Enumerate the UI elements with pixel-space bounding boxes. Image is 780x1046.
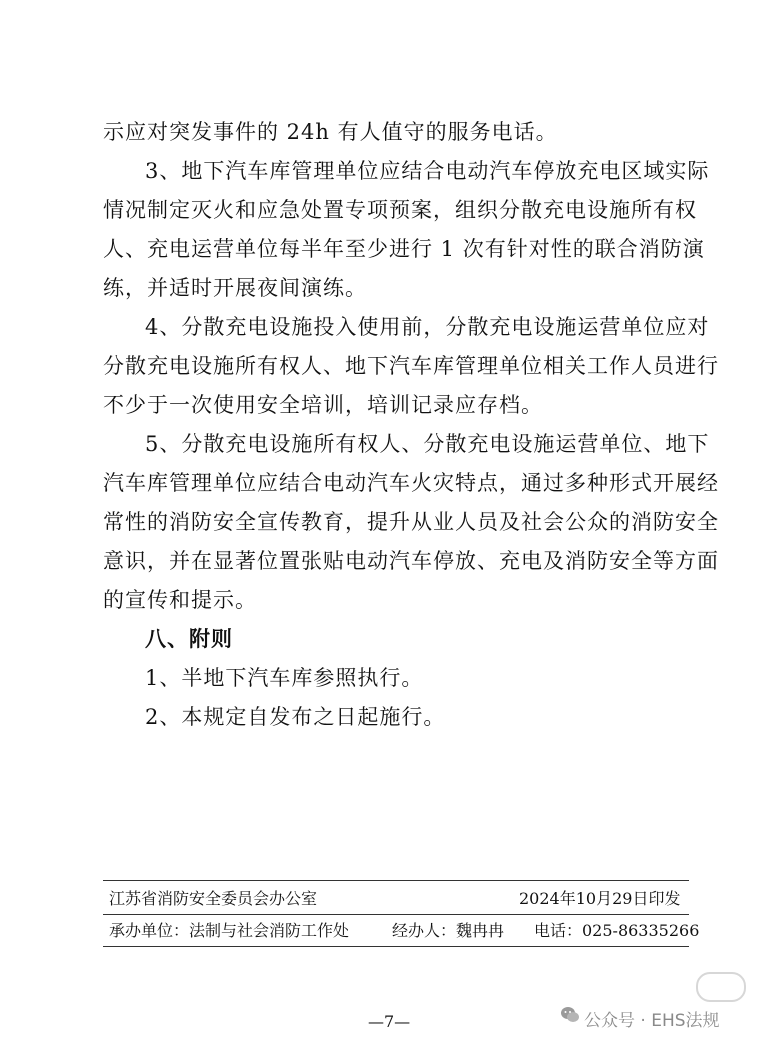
body-line-7: 分散充电设施所有权人、地下汽车库管理单位相关工作人员进行 bbox=[103, 354, 719, 378]
body-line-5: 练，并适时开展夜间演练。 bbox=[103, 276, 367, 300]
section-heading: 八、附则 bbox=[145, 627, 233, 651]
body-line-2: 3、地下汽车库管理单位应结合电动汽车停放充电区域实际 bbox=[145, 159, 710, 183]
footer-middle-rule bbox=[103, 914, 689, 915]
footer-bottom-rule bbox=[103, 946, 689, 947]
body-line-4: 人、充电运营单位每半年至少进行 1 次有针对性的联合消防演 bbox=[103, 237, 705, 261]
body-line-11: 常性的消防安全宣传教育，提升从业人员及社会公众的消防安全 bbox=[103, 510, 719, 534]
footer-top-rule bbox=[103, 880, 689, 881]
body-line-10: 汽车库管理单位应结合电动汽车火灾特点，通过多种形式开展经 bbox=[103, 471, 719, 495]
footer-phone: 电话：025-86335266 bbox=[534, 921, 700, 940]
footer-undertaking-unit: 承办单位：法制与社会消防工作处 bbox=[109, 921, 350, 940]
body-line-13: 的宣传和提示。 bbox=[103, 588, 257, 612]
body-line-14: 1、半地下汽车库参照执行。 bbox=[145, 666, 424, 690]
body-line-12: 意识，并在显著位置张贴电动汽车停放、充电及消防安全等方面 bbox=[103, 549, 719, 573]
watermark-text: 公众号 · EHS法规 bbox=[584, 1011, 720, 1031]
body-line-6: 4、分散充电设施投入使用前，分散充电设施运营单位应对 bbox=[145, 315, 710, 339]
body-line-15: 2、本规定自发布之日起施行。 bbox=[145, 705, 446, 729]
body-line-9: 5、分散充电设施所有权人、分散充电设施运营单位、地下 bbox=[145, 432, 710, 456]
page-number: —7— bbox=[368, 1012, 411, 1031]
stamp-watermark bbox=[696, 972, 746, 1002]
body-line-8: 不少于一次使用安全培训，培训记录应存档。 bbox=[103, 393, 543, 417]
wechat-icon bbox=[560, 1006, 580, 1024]
footer-issuer: 江苏省消防安全委员会办公室 bbox=[109, 889, 318, 908]
body-line-3: 情况制定灭火和应急处置专项预案，组织分散充电设施所有权 bbox=[103, 198, 697, 222]
footer-issue-date: 2024年10月29日印发 bbox=[519, 889, 681, 908]
body-line-1: 示应对突发事件的 24h 有人值守的服务电话。 bbox=[103, 120, 558, 144]
footer-handler: 经办人：魏冉冉 bbox=[392, 921, 505, 940]
